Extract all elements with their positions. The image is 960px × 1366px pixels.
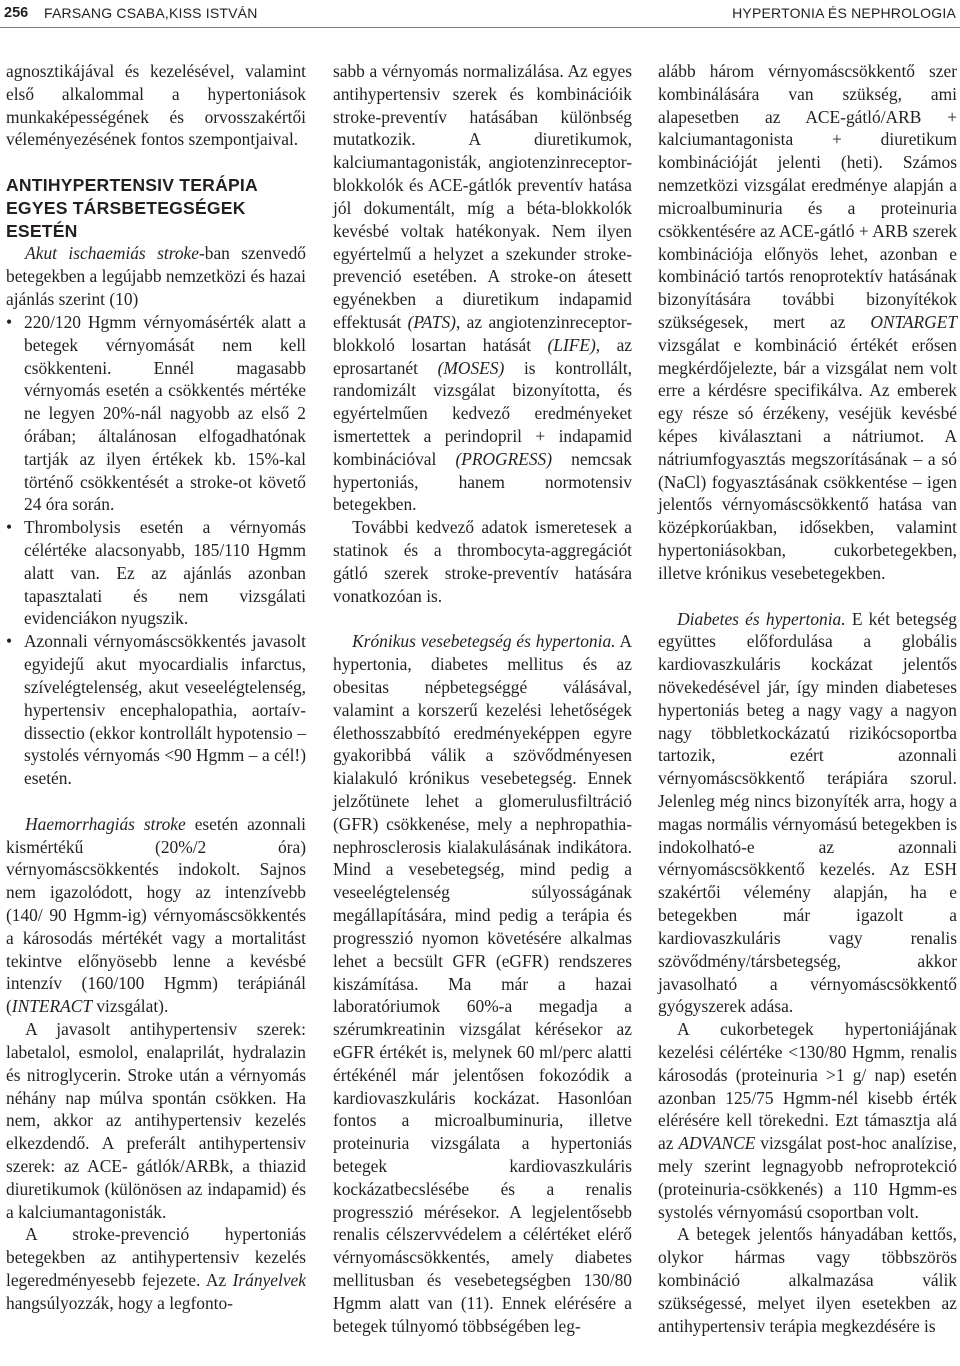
column-right xyxy=(658,60,957,1338)
list-item: • 220/120 Hgmm vérnyomásérték alatt a betegek vérnyomását nem kell csökkenteni. Ennél magasabb vérnyomás esetén a csökkentés mértéke ne legyen 20%-nál nagyobb az első 2 órában; általánosan elfogadhatónak tartják az ilyen értékek kb. 15%-kal történő csökkentését a stroke-ot követő 24 óra során. xyxy=(6,311,306,516)
stroke-term: Akut ischaemiás stroke xyxy=(25,243,199,264)
intro-paragraph: agnosztikájával és kezelésével, valamint első alkalommal a hypertoniások munkaképességének és orvosszakértői véleményezésének fontos szempontjaival. xyxy=(6,61,306,150)
combination-therapy-paragraph: A betegek jelentős hányadában kettős, olykor hármas vagy többszörös kombináció alkalmazása válik szükségessé, melyet ilyen esetekben az antihypertensiv terápia megkezdésére is xyxy=(658,1224,957,1336)
trial-name-ontarget: ONTARGET xyxy=(870,311,957,332)
trial-name-life: (LIFE) xyxy=(547,334,596,355)
statins-paragraph: További kedvező adatok ismeretesek a statinok és a thrombocyta-aggregációt gátló szerek stroke-preventív hatására vonatkozóan is. xyxy=(333,517,632,606)
haemorrhagic-stroke-paragraph: Haemorrhagiás stroke esetén azonnali kismértékű (20%/2 óra) vérnyomáscsökkentés indokolt. Sajnos nem igazolódott, hogy az intenzívebb (140/ 90 Hgmm-ig) vérnyomáscsökkentés a károsodás mértékét vagy a mortalitást tekintve előnyösebb lenne a kevésbé intenzív (160/100 Hgmm) terápiánál (INTERACT vizsgálat). xyxy=(6,813,306,1017)
diabetes-target-paragraph: A cukorbetegek hypertoniájának kezelési célértéke <130/80 Hgmm, renalis károsodás (proteinuria >1 g/ nap) esetén azonban 125/75 Hgmm-nél kisebb érték elérésére kell törekedni. Ezt támasztja alá az ADVANCE vizsgálat post-hoc analízise, mely szerint legnagyobb nefroprotekció (proteinuria-csökkenés) a 110 Hgmm-es systolés vérnyomású csoportban volt. xyxy=(658,1019,957,1222)
section-heading-line1: ANTIHYPERTENSIV TERÁPIA xyxy=(6,175,258,196)
trial-name-pats: (PATS) xyxy=(407,311,456,332)
stroke-intro-paragraph: Akut ischaemiás stroke-ban szenvedő betegekben a legújabb nemzetközi és hazai ajánlás szerint (10) xyxy=(6,243,306,310)
trial-name-moses: (MOSES) xyxy=(437,357,505,378)
trial-name-advance: ADVANCE xyxy=(678,1133,756,1154)
running-header xyxy=(0,0,960,28)
ckd-continued-paragraph: alább három vérnyomáscsökkentő szer kombinálására van szükség, ami alapesetben az ACE-gátló/ARB + kalciumantagonista + diuretikum kombinációját jelenti (heti). Számos nemzetközi vizsgálat eredménye alapján a microalbuminuria és a proteinuria csökkentésére az ACE-gátló + ARB szerek kombinációja előnyös lehet, azonban e kombináció tartós renoprotektív hatásának bizonyítására további bizonyítékok szükségesek, mert az ONTARGET vizsgálat e kombináció értékét erősen megkérdőjelezte, bár a vizsgálat nem volt erre a kérdésre specifikálva. Az emberek egy része só érzékeny, veséjük kevésbé képes kiválasztani a nátriumot. A nátriumfogyasztás megszorításának – a só (NaCl) fogyasztásának csökkentése – igen jelentős vérnyomáscsökkentő hatása van középkorúakban, idősekben, valamint hypertoniásokban, cukorbetegekben, illetve krónikus vesebetegekben. xyxy=(658,61,957,583)
header-authors: FARSANG CSABA,KISS ISTVÁN xyxy=(44,5,258,21)
guidelines-term: Irányelvek xyxy=(232,1270,306,1291)
diabetes-paragraph: Diabetes és hypertonia. E két betegség együttes előfordulása a globális kardiovaszkuláris kockázat jelentős növekedésével jár, így minden diabeteses hypertoniás beteg a nagy vagy a nagyon nagy többletkockázatú rizikócsoportba tartozik, ezért azonnali vérnyomáscsökkentő terápiára szorul. Jelenleg még nincs bizonyíték arra, hogy a magas normális vérnyomású betegekben is indokolható-e az azonnali vérnyomáscsökkentő kezelés. Az ESH szakértői vélemény alapján, ha e betegekben már igazolt a kardiovaszkuláris vagy renalis szövődmény/társbetegség, akkor javasolható a vérnyomáscsökkentő gyógyszerek adása. xyxy=(658,608,957,1017)
stroke-recommendations-list xyxy=(6,311,306,790)
haemorrhagic-stroke-term: Haemorrhagiás stroke xyxy=(25,813,186,834)
list-item: • Thrombolysis esetén a vérnyomás célértéke alacsonyabb, 185/110 Hgmm alatt van. Ez az ajánlás azonban tapasztalati és nem vizsgálati evidenciákon nyugszik. xyxy=(6,516,306,630)
stroke-prevention-paragraph: A stroke-prevenció hypertoniás betegekben az antihypertensiv kezelés legeredményesebb fejezete. Az Irányelvek hangsúlyozzák, hogy a legfonto- xyxy=(6,1224,306,1313)
trial-name-progress: (PROGRESS) xyxy=(455,448,553,469)
section-heading-line2: EGYES TÁRSBETEGSÉGEK ESETÉN xyxy=(6,197,246,241)
ckd-paragraph: Krónikus vesebetegség és hypertonia. A hypertonia, diabetes mellitus és az obesitas népbetegséggé válásával, valamint a korszerű kezelési lehetőségek élethosszabbító eredményeképpen egyre gyakoribbá válik a szövődményesen kialakuló krónikus vesebetegség. Ennek jelzőtünete lehet a glomerulusfiltráció (GFR) csökkenése, mely a nephropathia-nephrosclerosis kialakulásának indikátora. Mind a vesebetegség, mind pedig a veseelégtelenség súlyosságának megállapítására, mind pedig a terápia és progresszió nyomon követésére alkalmas lehet a becsült GFR (eGFR) rendszeres kiszámítása. Ma már a hazai laboratóriumok 60%-a megadja a szérumkreatinin vizsgálat kérésekor az eGFR értékét is, melynek 60 ml/perc alatti értékénél már jelentősen fokozódik a kardiovaszkuláris kockázat. Hasonlóan fontos a microalbuminuria, illetve proteinuria vizsgálata a hypertoniás betegek kardiovaszkuláris kockázatbecslésébe és a renalis progresszió mérésekor. A legjelentősebb renalis célszervvédelem a célértéket elérő vérnyomáscsökkentés, amely diabetes mellitusban és vesebetegségben 130/80 Hgmm alatt van (11). Ennek elérésére a betegek túlnyomó többségében leg- xyxy=(333,631,633,1336)
column-middle xyxy=(333,60,632,1338)
section-heading xyxy=(6,174,306,242)
column-left xyxy=(6,60,306,1315)
header-journal-title: HYPERTONIA ÉS NEPHROLOGIA xyxy=(732,5,956,21)
diabetes-subheading: Diabetes és hypertonia. xyxy=(677,608,846,629)
trial-name-interact: INTERACT xyxy=(11,996,92,1017)
list-item: • Azonnali vérnyomáscsökkentés javasolt egyidejű akut myocardialis infarctus, szívelégtelenség, akut veseelégtelenség, hypertensiv encephalopathia, aortaív-dissectio (ekkor kontrollált hypotensio – systolés vérnyomás <90 Hgmm – a cél!) esetén. xyxy=(6,630,306,790)
stroke-prevention-continued-paragraph: sabb a vérnyomás normalizálása. Az egyes antihypertensiv szerek és kombinációik stroke-preventív hatásában különbség mutatkozik. A diuretikumok, kalciumantagonisták, angiotenzinreceptor-blokkolók és ACE-gátlók preventív hatása jól dokumentált, míg a béta-blokkolók kevésbé voltak hatékonyak. Nem ilyen egyértelmű a helyzet a szekunder stroke-prevenció esetében. A stroke-on átesett egyénekben a diuretikum indapamid effektusát (PATS), az angiotenzinreceptor-blokkoló losartan hatását (LIFE), az eprosartanét (MOSES) is kontrollált, randomizált vizsgálat bizonyította, és egyértelműen kedvező eredményeket ismertettek a perindopril + indapamid kombinációval (PROGRESS) nemcsak hypertoniás, hanem normotensiv betegekben. xyxy=(333,61,633,515)
ckd-subheading: Krónikus vesebetegség és hypertonia. xyxy=(352,631,616,652)
suggested-drugs-paragraph: A javasolt antihypertensiv szerek: labetalol, esmolol, enalaprilát, hydralazin és nitroglycerin. Stroke után a vérnyomás néhány nap múlva spontán csökken. Ha nem, akkor az antihypertensiv kezelés elkezdendő. A preferált antihypertensiv szerek: az ACE- gátlók/ARBk, a thiazid diuretikumok (különösen az indapamid) és a kalciumantagonisták. xyxy=(6,1019,306,1222)
page-number: 256 xyxy=(4,5,29,21)
